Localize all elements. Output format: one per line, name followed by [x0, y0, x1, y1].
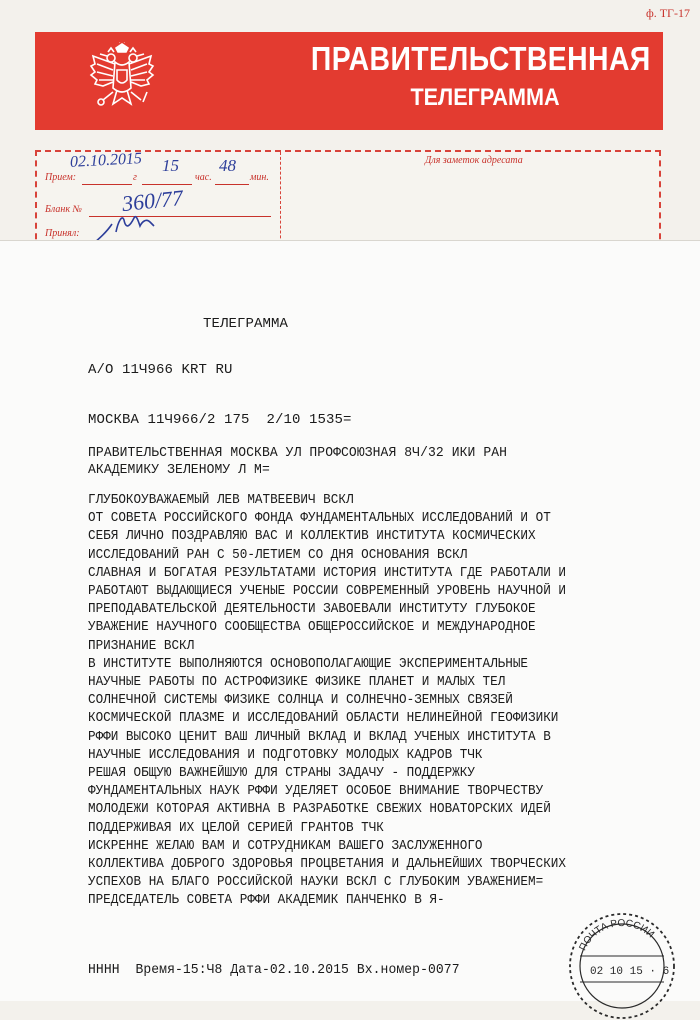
telegram-body	[88, 492, 602, 911]
minute-label: мин.	[250, 172, 269, 183]
handwritten-minute: 48	[219, 156, 236, 175]
body-line: СЛАВНАЯ И БОГАТАЯ РЕЗУЛЬТАТАМИ ИСТОРИЯ ИНСТИТУТА ГДЕ РАБОТАЛИ И	[88, 565, 566, 581]
ao-line: А/О 11Ч966 KRT RU	[88, 362, 233, 378]
stamp-text: ПОЧТА РОССИИ	[577, 917, 657, 953]
blank-number-label: Бланк №	[45, 204, 82, 215]
body-line: КОСМИЧЕСКОЙ ПЛАЗМЕ И ИССЛЕДОВАНИЙ ОБЛАСТИ НЕЛИНЕЙНОЙ ГЕОФИЗИКИ	[88, 711, 559, 727]
body-line: ФУНДАМЕНТАЛЬНЫХ НАУК РФФИ УДЕЛЯЕТ ОСОБОЕ ВНИМАНИЕ ТВОРЧЕСТВУ	[88, 784, 544, 800]
hour-label: час.	[195, 172, 212, 183]
body-line: ГЛУБОКОУВАЖАЕМЫЙ ЛЕВ МАТВЕЕВИЧ ВСКЛ	[88, 493, 354, 508]
address-line-1: ПРАВИТЕЛЬСТВЕННАЯ МОСКВА УЛ ПРОФСОЮЗНАЯ 8Ч/32 ИКИ РАН	[88, 445, 508, 461]
received-date-line	[82, 184, 132, 185]
hour-line	[142, 184, 192, 185]
stamp-date: 02 10 15 · 6	[590, 966, 670, 978]
body-line: ПОДДЕРЖИВАЯ ИХ ЦЕЛОЙ СЕРИЕЙ ГРАНТОВ ТЧК	[88, 820, 384, 836]
form-code: ф. ТГ-17	[645, 6, 690, 20]
address-line-2: АКАДЕМИКУ ЗЕЛЕНОМУ Л М=	[88, 462, 270, 478]
body-line: УВАЖЕНИЕ НАУЧНОГО СООБЩЕСТВА ОБЩЕРОССИЙСКОЕ И МЕЖДУНАРОДНОЕ	[88, 620, 536, 636]
handwritten-date: 02.10.2015	[69, 150, 143, 171]
accepted-label: Принял:	[45, 228, 80, 239]
body-line: НАУЧНЫЕ РАБОТЫ ПО АСТРОФИЗИКЕ ФИЗИКЕ ПЛАНЕТ И МАЛЫХ ТЕЛ	[88, 675, 506, 691]
body-line: РФФИ ВЫСОКО ЦЕНИТ ВАШ ЛИЧНЫЙ ВКЛАД И ВКЛАД УЧЕНЫХ ИНСТИТУТА В	[88, 729, 551, 745]
telegram-footer: НННН Время-15:Ч8 Дата-02.10.2015 Вх.номер-0077	[88, 962, 460, 978]
telegram-banner	[35, 32, 663, 130]
handwritten-blank-number: 360/77	[120, 184, 185, 217]
body-line: КОЛЛЕКТИВА ДОБРОГО ЗДОРОВЬЯ ПРОЦВЕТАНИЯ И ДАЛЬНЕЙШИХ ТВОРЧЕСКИХ	[88, 857, 566, 873]
body-line: РЕШАЯ ОБЩУЮ ВАЖНЕЙШУЮ ДЛЯ СТРАНЫ ЗАДАЧУ - ПОДДЕРЖКУ	[88, 766, 475, 782]
body-line: МОЛОДЕЖИ КОТОРАЯ АКТИВНА В РАЗРАБОТКЕ СВЕЖИХ НОВАТОРСКИХ ИДЕЙ	[88, 802, 551, 818]
body-line: ИСКРЕННЕ ЖЕЛАЮ ВАМ И СОТРУДНИКАМ ВАШЕГО ЗАСЛУЖЕННОГО	[88, 838, 483, 854]
minute-line	[215, 184, 249, 185]
year-suffix: г	[133, 172, 137, 183]
body-line: ОТ СОВЕТА РОССИЙСКОГО ФОНДА ФУНДАМЕНТАЛЬНЫХ ИССЛЕДОВАНИЙ И ОТ	[88, 511, 551, 527]
body-line: ПРЕПОДАВАТЕЛЬСКОЙ ДЕЯТЕЛЬНОСТИ ЗАВОЕВАЛИ ИНСТИТУТУ ГЛУБОКОЕ	[88, 602, 536, 618]
body-line: НАУЧНЫЕ ИССЛЕДОВАНИЯ И ПОДГОТОВКУ МОЛОДЫХ КАДРОВ ТЧК	[88, 747, 483, 763]
body-line: ПРИЗНАНИЕ ВСКЛ	[88, 638, 195, 654]
body-line: ПРЕДСЕДАТЕЛЬ СОВЕТА РФФИ АКАДЕМИК ПАНЧЕНКО В Я-	[88, 893, 445, 909]
notes-for-addressee-label: Для заметок адресата	[425, 155, 523, 166]
body-line: В ИНСТИТУТЕ ВЫПОЛНЯЮТСЯ ОСНОВОПОЛАГАЮЩИЕ ЭКСПЕРИМЕНТАЛЬНЫЕ	[88, 656, 529, 672]
banner-subtitle: ТЕЛЕГРАММА	[410, 84, 560, 111]
body-line: РАБОТАЮТ ВЫДАЮЩИЕСЯ УЧЕНЫЕ РОССИИ СОВРЕМЕННЫЙ УРОВЕНЬ НАУЧНОЙ И	[88, 584, 566, 600]
body-line: СОЛНЕЧНОЙ СИСТЕМЫ ФИЗИКЕ СОЛНЦА И СОЛНЕЧНО-ЗЕМНЫХ СВЯЗЕЙ	[88, 693, 513, 709]
banner-title: ПРАВИТЕЛЬСТВЕННАЯ	[310, 40, 651, 77]
received-label: Прием:	[45, 172, 77, 183]
handwritten-hour: 15	[162, 156, 179, 175]
body-line: УСПЕХОВ НА БЛАГО РОССИЙСКОЙ НАУКИ ВСКЛ С ГЛУБОКИМ УВАЖЕНИЕМ=	[88, 875, 544, 891]
body-line: СЕБЯ ЛИЧНО ПОЗДРАВЛЯЮ ВАС И КОЛЛЕКТИВ ИНСТИТУТА КОСМИЧЕСКИХ	[88, 529, 536, 545]
russian-eagle-emblem-icon	[87, 42, 157, 118]
body-line: ИССЛЕДОВАНИЙ РАН С 50-ЛЕТИЕМ СО ДНЯ ОСНОВАНИЯ ВСКЛ	[88, 547, 468, 563]
post-stamp	[566, 908, 678, 1020]
telegram-heading: ТЕЛЕГРАММА	[203, 316, 289, 332]
origin-line: МОСКВА 11Ч966/2 175 2/10 1535=	[88, 412, 352, 428]
